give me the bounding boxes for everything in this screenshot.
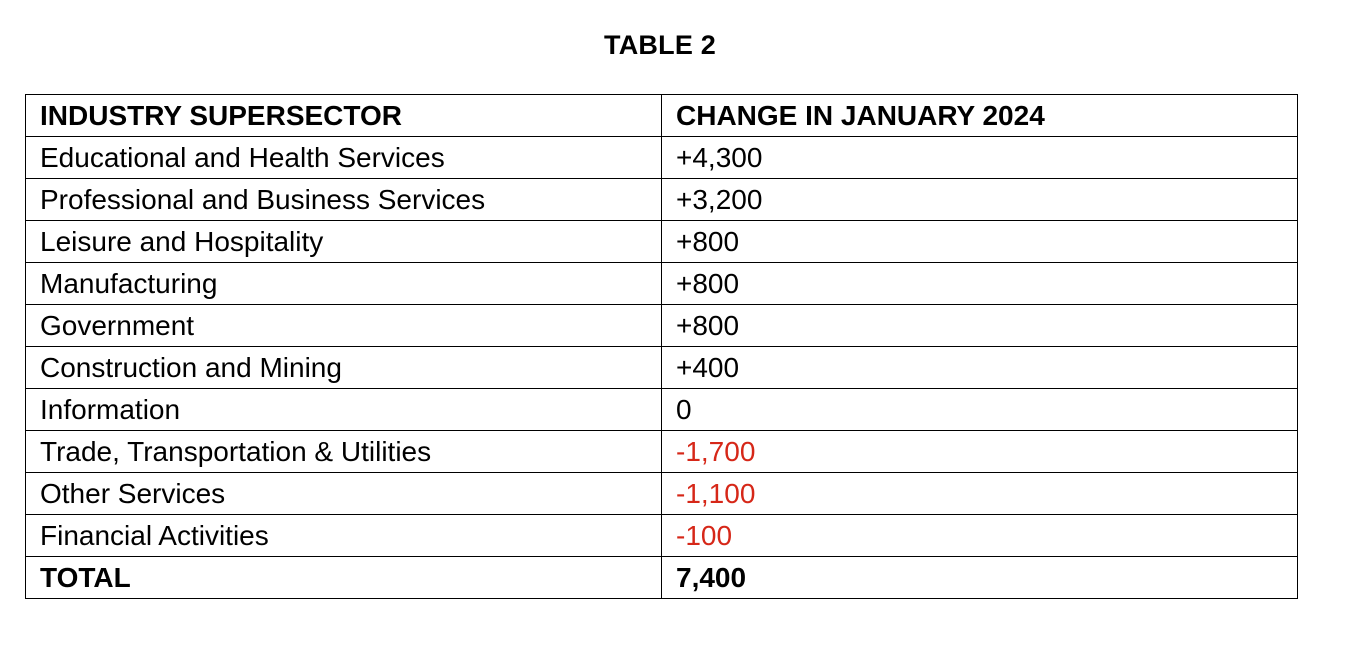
table-row: [26, 515, 1298, 557]
sector-cell: Trade, Transportation & Utilities: [26, 431, 662, 473]
sector-cell: Other Services: [26, 473, 662, 515]
change-cell-negative: -1,700: [662, 431, 1298, 473]
table-row: [26, 389, 1298, 431]
total-row: [26, 557, 1298, 599]
change-cell-negative: -100: [662, 515, 1298, 557]
sector-cell: Professional and Business Services: [26, 179, 662, 221]
table-row: [26, 473, 1298, 515]
change-cell: +3,200: [662, 179, 1298, 221]
column-header-sector: INDUSTRY SUPERSECTOR: [26, 95, 662, 137]
sector-cell: Construction and Mining: [26, 347, 662, 389]
sector-cell: Financial Activities: [26, 515, 662, 557]
change-cell-negative: -1,100: [662, 473, 1298, 515]
change-cell: 0: [662, 389, 1298, 431]
table-row: [26, 179, 1298, 221]
table-title: TABLE 2: [604, 30, 716, 60]
table-row: [26, 221, 1298, 263]
sector-cell: Educational and Health Services: [26, 137, 662, 179]
change-cell: +800: [662, 221, 1298, 263]
total-value: 7,400: [662, 557, 1298, 599]
change-cell: +400: [662, 347, 1298, 389]
change-cell: +4,300: [662, 137, 1298, 179]
industry-change-table: [25, 94, 1298, 599]
sector-cell: Government: [26, 305, 662, 347]
sector-cell: Leisure and Hospitality: [26, 221, 662, 263]
sector-cell: Manufacturing: [26, 263, 662, 305]
change-cell: +800: [662, 305, 1298, 347]
table-row: [26, 431, 1298, 473]
header-row: [26, 95, 1298, 137]
sector-cell: Information: [26, 389, 662, 431]
table-row: [26, 347, 1298, 389]
table-row: [26, 263, 1298, 305]
change-cell: +800: [662, 263, 1298, 305]
table-row: [26, 137, 1298, 179]
column-header-change: CHANGE IN JANUARY 2024: [662, 95, 1298, 137]
total-label: TOTAL: [26, 557, 662, 599]
table-row: [26, 305, 1298, 347]
